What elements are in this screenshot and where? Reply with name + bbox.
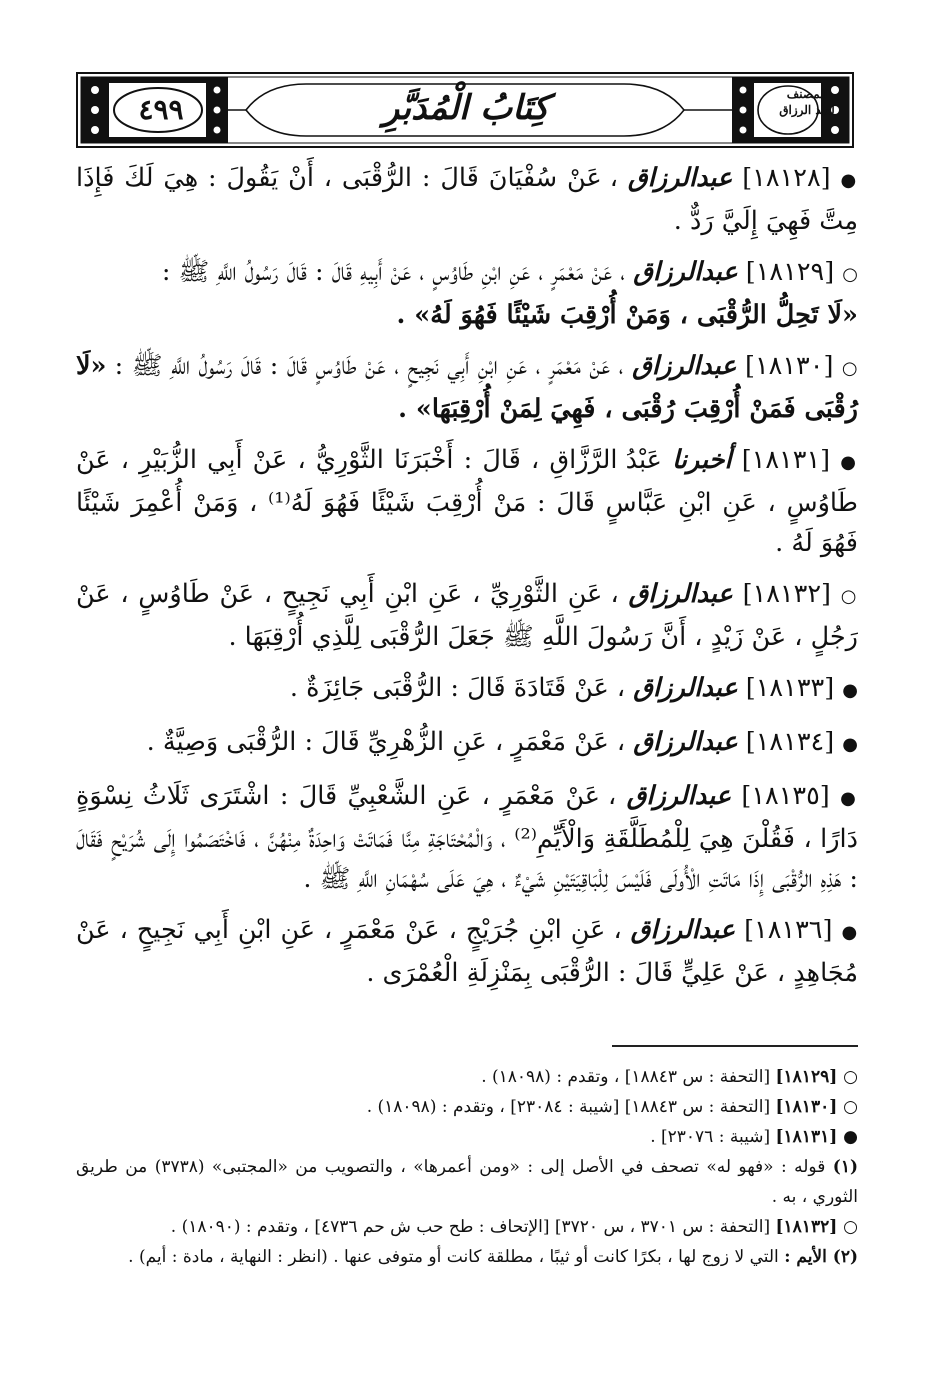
narrator-name: عبدالرزاق — [633, 257, 738, 287]
entry-text: ، عَنْ قَتَادَةَ قَالَ : الرُّقْبَى جَائِزَةٌ . — [289, 673, 626, 703]
book-name: المصنف لعبد الرزاق — [779, 87, 835, 117]
footnote-key: ○ [١٨١٢٩] — [775, 1067, 858, 1087]
narrator-name: أخبرنا — [672, 445, 732, 475]
footnote-text: [شيبة : ٢٣٠٧٦] . — [650, 1127, 771, 1147]
entry-text: ، عَنْ مَعْمَرٍ ، عَنِ ابْنِ أَبِي نَجِيحٍ ، عَنْ طَاوُسٍ قَالَ : قَالَ رَسُولُ اللَّهِ ﷺ : — [114, 351, 624, 381]
footnote-text: [التحفة : س ١٨٨٤٣] [شيبة : ٢٣٠٨٤] ، وتقدم : (١٨٠٩٨) . — [366, 1097, 771, 1117]
narrator-name: عبدالرزاق — [630, 915, 736, 945]
entry-text: ، عَنِ ابْنِ جُرَيْجٍ ، عَنْ مَعْمَرٍ ، عَنِ ابْنِ أَبِي نَجِيحٍ ، عَنْ مُجَاهِدٍ ، عَنْ عَلِيٍّ قَالَ : الرُّقْبَى بِمَنْزِلَةِ الْعُمْرَى . — [76, 915, 858, 988]
hadith-entry — [76, 668, 858, 711]
page-number: ٤٩٩ — [138, 93, 184, 126]
hadith-entry — [76, 252, 858, 335]
entry-marker: ● — [840, 170, 858, 191]
entry-text: ، عَنْ مَعْمَرٍ ، عَنِ الشَّعْبِيِّ قَالَ : اشْتَرَى ثَلَاثُ نِسْوَةٍ دَارًا ، فَقُلْنَ هِيَ لِلْمُطَلَّقَةِ وَالْأَيِّمِ⁽²⁾ ، وَالْمُحْتَاجَةِ مِنَّا فَمَاتَتْ وَاحِدَةٌ مِنْهُنَّ ، فَاخْتَصَمُوا إِلَى شُرَيْحٍ فَقَالَ : هَذِهِ الرُّقْبَى إِذَا مَاتَتِ الْأُولَى فَلَيْسَ لِلْبَاقِيَتَيْنِ شَيْءٌ ، هِيَ عَلَى سُهْمَانِ اللَّهِ ﷺ . — [76, 781, 858, 894]
footnote-text: [التحفة : س ٣٧٠١ ، س ٣٧٢٠] [الإتحاف : طح حب ش حم ٤٧٣٦] ، وتقدم : (١٨٠٩٠) . — [170, 1217, 771, 1237]
chapter-title: كِتَابُ الْمُدَبَّرِ — [382, 88, 550, 128]
footnote — [76, 1152, 858, 1212]
page-header-banner — [76, 72, 854, 148]
entry-text: ، عَنْ سُفْيَانَ قَالَ : الرُّقْبَى ، أَنْ يَقُولَ : هِيَ لَكَ فَإِذَا مِتَّ فَهِيَ إِلَيَّ رَدٌّ . — [76, 163, 858, 236]
narrator-name: عبدالرزاق — [628, 579, 733, 609]
entry-marker: ● — [841, 922, 859, 943]
footnote — [76, 1122, 858, 1152]
entry-text: عَبْدُ الرَّزَّاقِ ، قَالَ : أَخْبَرَنَا الثَّوْرِيُّ ، عَنْ أَبِي الزُّبَيْرِ ، عَنْ طَاوُسٍ ، عَنِ ابْنِ عَبَّاسٍ قَالَ : مَنْ أُرْقِبَ شَيْئًا فَهُوَ لَهُ⁽¹⁾ ، وَمَنْ أُعْمِرَ شَيْئًا فَهُوَ لَهُ . — [76, 445, 858, 558]
entry-text: ، عَنِ الثَّوْرِيِّ ، عَنِ ابْنِ أَبِي نَجِيحٍ ، عَنْ طَاوُسٍ ، عَنْ رَجُلٍ ، عَنْ زَيْدٍ ، أَنَّ رَسُولَ اللَّهِ ﷺ جَعَلَ الرُّقْبَى لِلَّذِي أُرْقِبَهَا . — [76, 579, 858, 652]
hadith-entry — [76, 722, 858, 765]
footnote — [76, 1092, 858, 1122]
entry-number: [١٨١٣٦] — [744, 915, 833, 945]
footnote-key: ○ [١٨١٣٢] — [775, 1217, 858, 1237]
footnote-key: ○ [١٨١٣٠] — [775, 1097, 858, 1117]
footnote-separator — [612, 1045, 858, 1047]
entry-marker: ● — [842, 734, 858, 755]
hadith-entry — [76, 158, 858, 241]
hadith-list — [76, 158, 858, 1004]
entry-text: ، عَنْ مَعْمَرٍ ، عَنِ الزُّهْرِيِّ قَالَ : الرُّقْبَى وَصِيَّةٌ . — [146, 727, 626, 757]
hadith-entry — [76, 440, 858, 563]
hadith-entry — [76, 776, 858, 899]
hadith-entry — [76, 574, 858, 657]
entry-number: [١٨١٣٣] — [745, 673, 835, 703]
entry-text: ، عَنْ مَعْمَرٍ ، عَنِ ابْنِ طَاوُسٍ ، عَنْ أَبِيهِ قَالَ : قَالَ رَسُولُ اللَّهِ ﷺ : — [161, 257, 626, 287]
footnote-text: قوله : «فهو له» تصحف في الأصل إلى : «ومن أعمرها» ، والتصويب من «المجتبى» (٣٧٣٨) من طريق الثوري ، به . — [76, 1157, 858, 1207]
footnote — [76, 1242, 858, 1272]
footnote — [76, 1212, 858, 1242]
hadith-entry — [76, 346, 858, 429]
entry-number: [١٨١٣٥] — [741, 781, 830, 811]
entry-number: [١٨١٣١] — [741, 445, 831, 475]
entry-marker: ● — [842, 680, 858, 701]
entry-marker: ○ — [841, 358, 859, 379]
footnote-key: ● [١٨١٣١] — [775, 1127, 858, 1147]
footnote — [76, 1062, 858, 1092]
entry-marker: ● — [840, 788, 858, 809]
footnote-key: (٢) الأيم : — [784, 1247, 858, 1267]
entry-marker: ○ — [842, 264, 858, 285]
entry-marker: ○ — [840, 586, 859, 607]
narrator-name: عبدالرزاق — [633, 727, 738, 757]
narrator-name: عبدالرزاق — [626, 781, 732, 811]
narrator-name: عبدالرزاق — [633, 673, 738, 703]
hadith-entry — [76, 910, 858, 993]
entry-number: [١٨١٣٠] — [745, 351, 834, 381]
entry-number: [١٨١٣٤] — [745, 727, 835, 757]
narrator-name: عبدالرزاق — [627, 163, 733, 193]
entry-number: [١٨١٢٨] — [742, 163, 831, 193]
hadith-quote: «لَا رُقْبَى فَمَنْ أُرْقِبَ رُقْبَى ، فَهِيَ لِمَنْ أُرْقِبَهَا» . — [76, 351, 858, 424]
footnote-key: (١) — [832, 1157, 858, 1177]
entry-number: [١٨١٣٢] — [742, 579, 831, 609]
entry-number: [١٨١٢٩] — [745, 257, 835, 287]
footnote-text: التي لا زوج لها ، بكرًا كانت أو ثيبًا ، مطلقة كانت أو متوفى عنها . (انظر : النهاية ، مادة : أيم) . — [128, 1247, 779, 1267]
footnotes — [76, 1062, 858, 1272]
narrator-name: عبدالرزاق — [632, 351, 737, 381]
entry-marker: ● — [840, 452, 859, 473]
footnote-text: [التحفة : س ١٨٨٤٣] ، وتقدم : (١٨٠٩٨) . — [481, 1067, 771, 1087]
hadith-quote: «لَا تَحِلُّ الرُّقْبَى ، وَمَنْ أُرْقِبَ شَيْئًا فَهُوَ لَهُ» . — [396, 300, 858, 330]
